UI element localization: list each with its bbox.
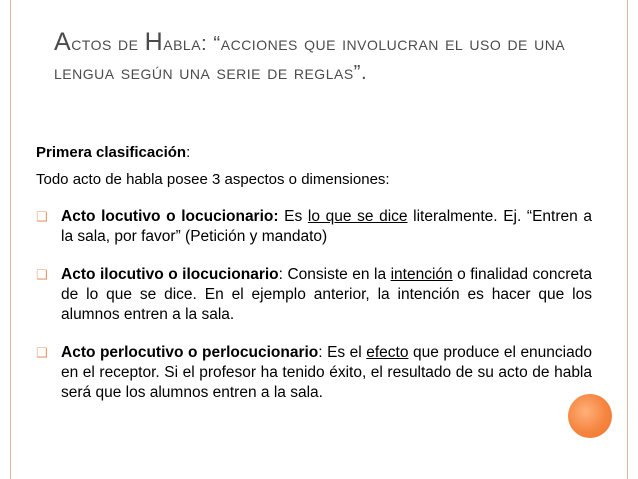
bullet-ilocutivo: ❑ Acto ilocutivo o ilocucionario: Consiste en la intención o finalidad concreta de lo que se dice. En el ejemplo anterior, la intención es hacer que los alumnos entren a la sala. (36, 266, 592, 323)
left-accent-line (10, 0, 11, 479)
subheading-bold: Primera clasificación (36, 144, 187, 161)
subheading: Primera clasificación: (36, 144, 191, 161)
square-bullet-icon: ❑ (36, 268, 48, 283)
square-bullet-icon: ❑ (36, 346, 48, 361)
slide-title: Actos de Habla: “acciones que involucran el uso de una lengua según una serie de reglas”. (54, 28, 566, 84)
bullet-list (36, 207, 592, 403)
bullet-perlocutivo: ❑ Acto perlocutivo o perlocucionario: Es el efecto que produce el enunciado en el receptor. Si el profesor ha tenido éxito, el resultado de su acto de habla será que los alumnos entren a la sala. (36, 344, 592, 401)
intro-text: Todo acto de habla posee 3 aspectos o dimensiones: (36, 171, 390, 188)
bullet-locutivo: ❑ Acto locutivo o locucionario: Es lo que se dice literalmente. Ej. “Entren a la sala, por favor” (Petición y mandato) (36, 208, 592, 245)
square-bullet-icon: ❑ (36, 210, 48, 225)
decorative-orange-circle (568, 394, 612, 438)
right-accent-line (627, 0, 628, 479)
